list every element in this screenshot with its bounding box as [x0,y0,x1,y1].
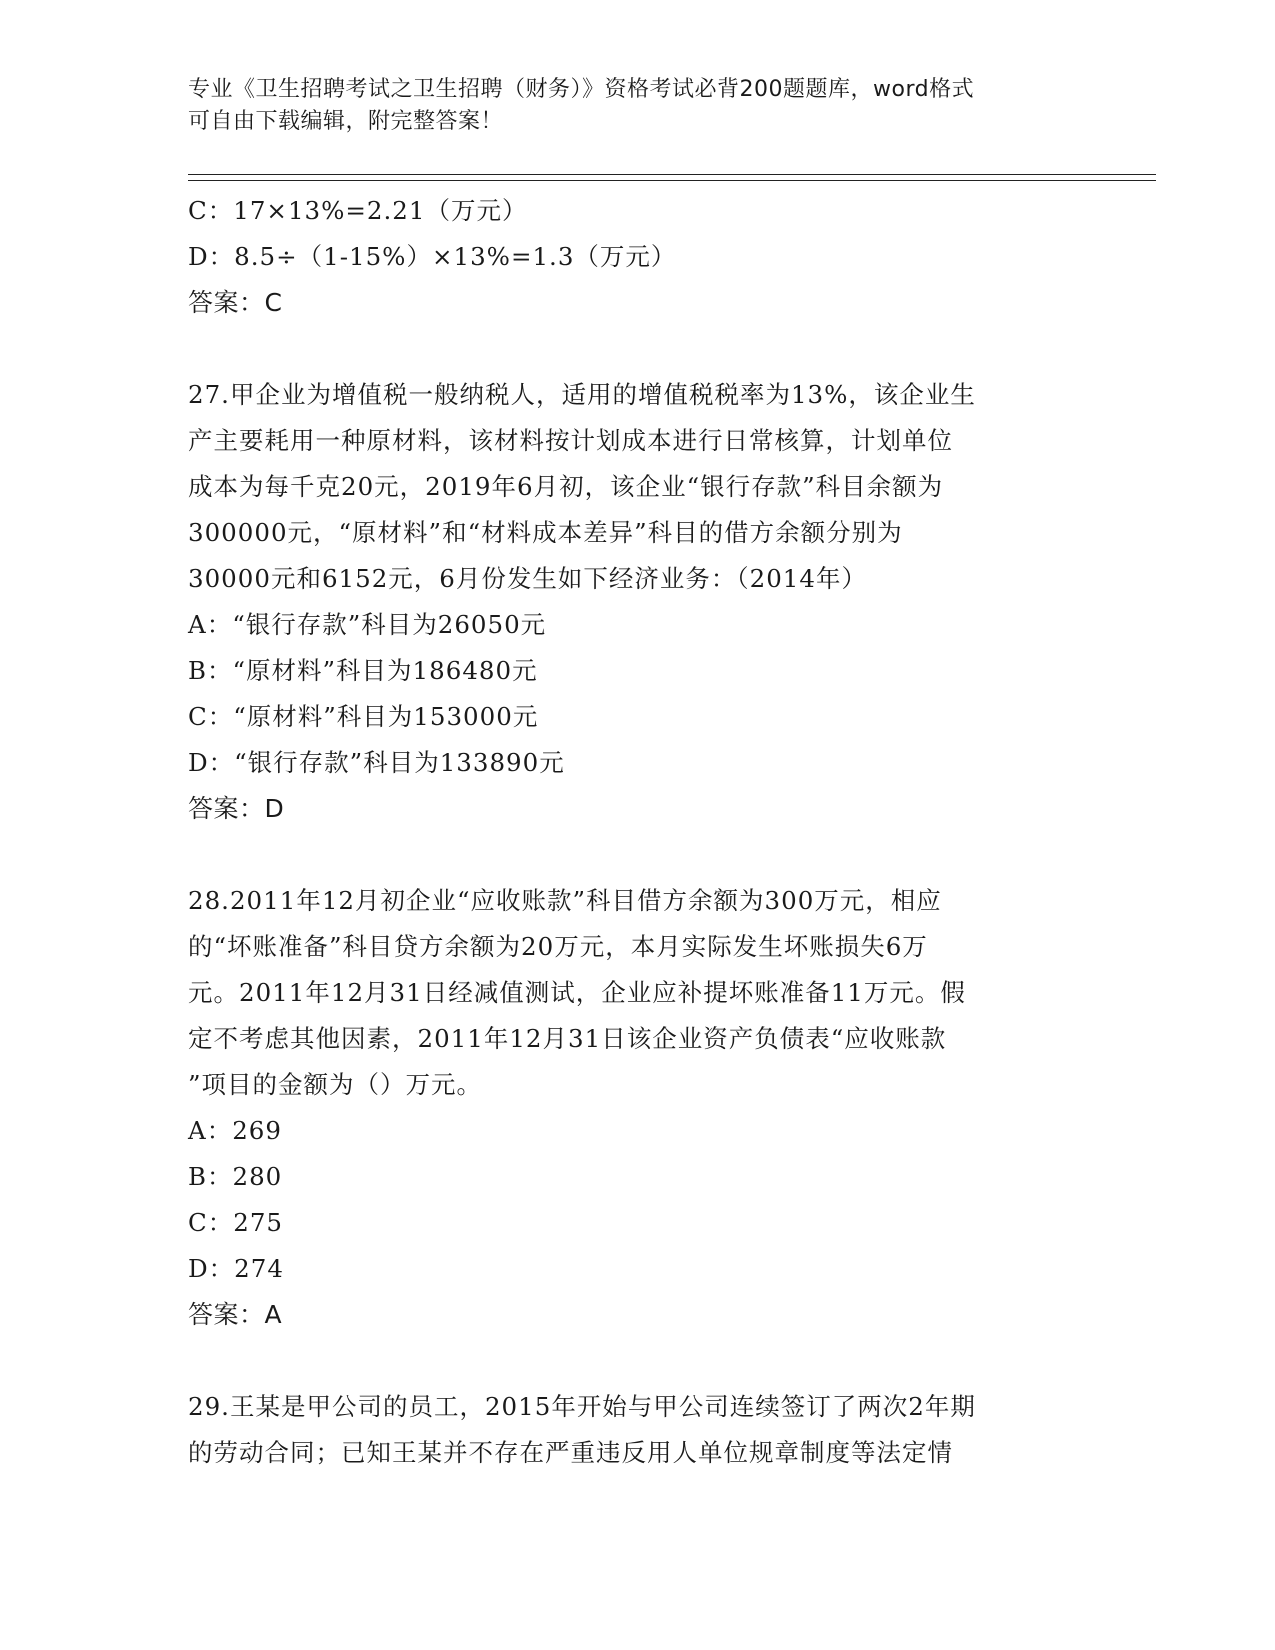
question-stem-line: 的“坏账准备”科目贷方余额为20万元，本月实际发生坏账损失6万 [188,932,928,961]
document-body [188,188,1088,1476]
option-c: C：17×13%=2.21（万元） [188,196,528,225]
question-spacer [188,326,1088,372]
option-d: D：274 [188,1254,284,1283]
answer-line: 答案：C [188,288,283,317]
question-stem-line: 300000元，“原材料”和“材料成本差异”科目的借方余额分别为 [188,518,903,547]
question-27 [188,372,1088,832]
header-title-line: 专业《卫生招聘考试之卫生招聘（财务）》资格考试必背200题题库，word格式 [188,77,975,102]
question-spacer [188,1338,1088,1384]
header-divider-top [188,174,1156,175]
question-stem-line: 定不考虑其他因素，2011年12月31日该企业资产负债表“应收账款 [188,1024,947,1053]
option-a: A：269 [188,1116,282,1145]
question-stem-line: 29.王某是甲公司的员工，2015年开始与甲公司连续签订了两次2年期 [188,1392,976,1421]
option-a: A：“银行存款”科目为26050元 [188,610,547,639]
question-stem-line: 30000元和6152元，6月份发生如下经济业务：（2014年） [188,564,867,593]
question-26-tail [188,188,1088,326]
question-stem-line: ”项目的金额为（）万元。 [188,1070,483,1099]
option-b: B：280 [188,1162,283,1191]
question-stem-line: 的劳动合同；已知王某并不存在严重违反用人单位规章制度等法定情 [188,1438,953,1467]
question-28 [188,878,1088,1338]
header-divider-bottom [188,180,1156,181]
option-c: C：“原材料”科目为153000元 [188,702,539,731]
option-c: C：275 [188,1208,284,1237]
question-stem-line: 27.甲企业为增值税一般纳税人，适用的增值税税率为13%，该企业生 [188,380,976,409]
question-stem-line: 元。2011年12月31日经减值测试，企业应补提坏账准备11万元。假 [188,978,966,1007]
question-stem-line: 产主要耗用一种原材料，该材料按计划成本进行日常核算，计划单位 [188,426,953,455]
option-b: B：“原材料”科目为186480元 [188,656,538,685]
question-stem-line: 28.2011年12月初企业“应收账款”科目借方余额为300万元，相应 [188,886,942,915]
question-stem-line: 成本为每千克20元，2019年6月初，该企业“银行存款”科目余额为 [188,472,944,501]
option-d: D：“银行存款”科目为133890元 [188,748,565,777]
option-d: D：8.5÷（1-15%）×13%=1.3（万元） [188,242,677,271]
document-header [188,74,1088,138]
answer-line: 答案：D [188,794,285,823]
header-subtitle-line: 可自由下载编辑，附完整答案！ [188,109,504,134]
answer-line: 答案：A [188,1300,283,1329]
question-29 [188,1384,1088,1476]
question-spacer [188,832,1088,878]
